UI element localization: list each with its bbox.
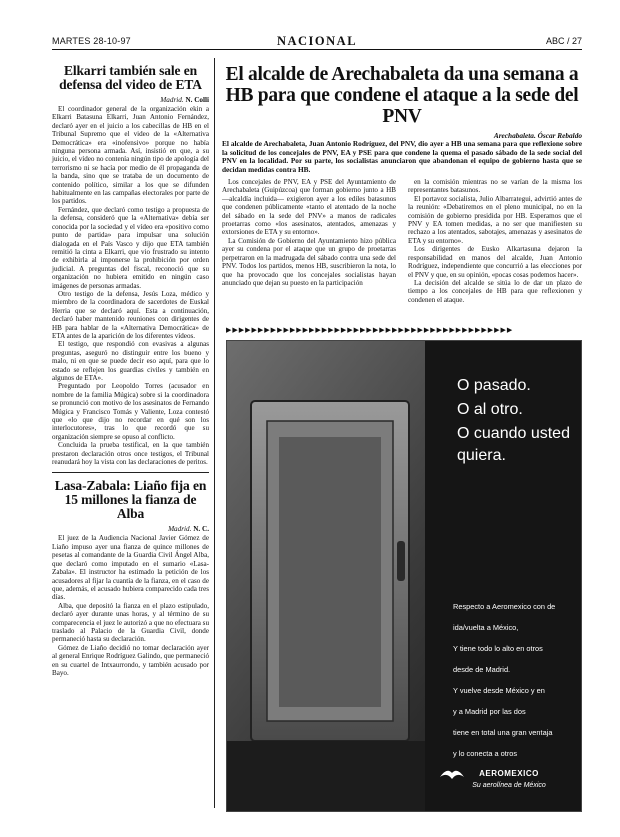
left-column: [52, 64, 209, 677]
story3-lead: [222, 132, 582, 174]
story1-paragraph: Concluida la prueba testifical, en la que también prestaron declaración otros once testigos, el Tribunal reanudará hoy la vista con las declaraciones de peritos.: [52, 441, 209, 467]
arrow-border-decoration: ▶▶▶▶▶▶▶▶▶▶▶▶▶▶▶▶▶▶▶▶▶▶▶▶▶▶▶▶▶▶▶▶▶▶▶▶▶▶▶▶▶▶▶▶▶: [226, 326, 514, 334]
story1-paragraph: El testigo, que respondió con evasivas a algunas preguntas, aseguró no distinguir entre los bueno y malo, ni en que se puede decir eso aquí, para que lo estado se reflejen los guardias civiles y también en algunos de ETA».: [52, 340, 209, 382]
ad-tagline-line: O al otro.: [457, 401, 523, 418]
story2-paragraph: Alba, que depositó la fianza en el plazo estipulado, declaró ayer durante unas horas, y al término de su comparecencia el juez le autorizó a que no efectuara su traslado al Palacio de la Guardia Civil, donde permaneció hasta su declaración.: [52, 601, 209, 644]
story1-paragraph: Fernández, que declaró como testigo a propuesta de la defensa, consideró que la «Alternativa» debía ser conocida por la sociedad y el vídeo era «positivo como punto de partida» para impulsar una solución dialogada en el País Vasco y dijo que ETA también remitió la cinta a Elkarri, que vio frustrado su intento de exhibirla al imponerse la prohibición por orden judicial. A preguntas del fiscal, reconoció que su organización no hubiera emitido en ningún caso imágenes de personas armadas.: [52, 205, 209, 290]
story2-paragraph: El juez de la Audiencia Nacional Javier Gómez de Liaño impuso ayer una fianza de quince millones de pesetas al comandante de la Guardia Civil Ángel Alba, que declaró como imputado en el sumario «Lasa-Zabala». El instructor ha estimado la petición de los acusadores al fijar la cuantía de la fianza, en el caso de que, además, el acusado hubiera comparecido cada tres días.: [52, 534, 209, 602]
page-number: ABC / 27: [545, 36, 582, 46]
story1-byline: [52, 96, 209, 105]
ad-route-line: Respecto a Aeromexico con de: [453, 602, 556, 611]
ad-route-line: tiene en total una gran ventaja: [453, 728, 553, 737]
story1-paragraph: Otro testigo de la defensa, Jesús Loza, médico y miembro de la coordinadora de sacerdotes de Euskal Herria que se declaró aquí. Esta a continuación, declaró haber mantenido reuniones con dirigentes de HB para hablar de la «Alternativa Democrática» de ETA antes de la aparición de los diferentes vídeos.: [52, 289, 209, 340]
story1-headline: Elkarri también sale en defensa del video de ETA: [59, 63, 202, 92]
page-header: [52, 36, 582, 50]
brand-name: AEROMEXICO: [479, 769, 539, 778]
section-title: NACIONAL: [276, 34, 358, 48]
ad-route-line: y lo conecta a otros: [453, 749, 518, 758]
story3-paragraph: El portavoz socialista, Julio Albarrategui, advirtió antes de la reunión: «Debatiremos en el pleno municipal, no en la comisión de gobierno presidida por HB. Esperamos que el PNV y EA tomen medidas, a no ser que manifiesten su rechazo a los atentados, sabotajes, amenazas y asesinatos de ETA y su entorno».: [408, 194, 582, 245]
main-story: [222, 64, 582, 304]
story2-place: Madrid.: [168, 525, 192, 534]
story1-agency: N. Colli: [185, 96, 209, 104]
story2-headline: Lasa-Zabala: Liaño fija en 15 millones la fianza de Alba: [54, 478, 207, 522]
ad-route-line: y a Madrid por las dos: [453, 707, 526, 716]
column-divider: [214, 58, 215, 808]
issue-date: MARTES 28-10-97: [52, 36, 131, 46]
ad-route-text: [453, 596, 573, 764]
ad-route-line: ida/vuelta a México,: [453, 623, 519, 632]
ad-route-line: Y vuelve desde México y en: [453, 686, 545, 695]
story3-lead-text: El alcalde de Arechabaleta, Juan Antonio Rodríguez, del PNV, dio ayer a HB una semana para que reflexione sobre la solicitud de los concejales de PNV, EA y PSE para que condene la quema el pasado sábado de la sede social del PNV en la localidad. Por su parte, los socialistas anunciaron que abandonan el equipo de gobierno hasta que se decidan medidas contra HB.: [222, 139, 582, 174]
story2-paragraph: Gómez de Liaño decidió no tomar declaración ayer al general Enrique Rodríguez Galindo, que permaneció en su cuartel de Intxaurrondo, y también acusado por Bayo.: [52, 643, 209, 677]
story3-column-1: [222, 178, 396, 304]
story3-paragraph: Los dirigentes de Eusko Alkartasuna dejaron la responsabilidad en manos del alcalde, Juan Antonio Rodríguez, independiente que concurrió a las elecciones por el PNV y que, en su opinión, «pocas cosas podemos hacer».: [408, 245, 582, 279]
story2-body: [52, 534, 209, 677]
story3-column-2: [408, 178, 582, 304]
story3-paragraph: La Comisión de Gobierno del Ayuntamiento hizo pública ayer su condena por el ataque que un grupo de proetarras perpetraron en la madrugada del sábado contra una sede del PNV. Todos los partidos, menos HB, suscribieron la nota, lo que ha provocado que los concejales socialistas hayan anunciado que dejan su puesto en la participación: [222, 236, 396, 287]
story3-paragraph: en la comisión mientras no se varían de la misma los representantes batasunos.: [408, 178, 582, 195]
story2-agency: N. C.: [193, 525, 209, 534]
story-separator: [52, 472, 209, 473]
story3-columns: [222, 178, 582, 304]
story1-body: [52, 105, 209, 466]
aeromexico-advertisement: [226, 340, 582, 812]
brand-tagline: Su aerolínea de México: [472, 782, 546, 789]
ad-tagline: [457, 375, 577, 469]
story3-headline: El alcalde de Arechabaleta da una semana a HB para que condene el ataque a la sede del PNV: [225, 64, 579, 127]
aeromexico-logo: [439, 765, 579, 789]
eagle-logo-icon: [439, 765, 465, 781]
ad-tagline-line: O pasado.: [457, 377, 531, 394]
ad-route-line: desde de Madrid.: [453, 665, 511, 674]
story1-paragraph: Preguntado por Leopoldo Torres (acusador en nombre de la familia Múgica) sobre si la coordinadora se pronunció con motivo de los asesinatos de Fernando Múgica y Francisco Tomás y Valiente, Loza contestó que «lo que dijo no recordar en qué son los interlocutores», tras lo que recordó que su organización siempre se opuso al conflicto.: [52, 382, 209, 441]
story1-place: Madrid.: [160, 96, 184, 104]
story3-byline: Arechabaleta. Óscar Rebaldo: [493, 131, 582, 140]
story3-paragraph: La decisión del alcalde se sitúa lo de dar un plazo de tiempo a los concejales de HB para que reflexionen y condenen el ataque.: [408, 278, 582, 304]
story3-paragraph: Los concejales de PNV, EA y PSE del Ayuntamiento de Arechabaleta (Guipúzcoa) que forman gobierno junto a HB —alcaldía incluida— exigieron ayer a los ediles batasunos que condenen públicamente «tanto el atentado de la noche del sábado en la sede del PNV» a manos de radicales proetarras como «los asesinatos, atentados, amenazas y extorsiones de ETA y su entorno».: [222, 178, 396, 237]
story1-paragraph: El coordinador general de la organización ekin a Elkarri Batasuna Elkarri, Juan Antonio Fernández, declaró ayer en el juicio a los cabecillas de HB en el Tribunal Supremo que el video de la «Alternativa Democrática» era «inofensivo» porque no había ninguna persona armada. Así, insistió en que, a su juicio, el vídeo no contenía ningún tipo de apología del terrorismo ni se hacía por medio de él propaganda de la banda, sino que se trataba de un documento de contenido político, similar a los que se difunden habitualmente en las campañas electorales por parte de los partidos.: [52, 105, 209, 206]
ad-tagline-line: O cuando usted quiera.: [457, 425, 570, 464]
ad-route-line: Y tiene todo lo alto en otros: [453, 644, 543, 653]
story2-byline: [52, 525, 209, 534]
